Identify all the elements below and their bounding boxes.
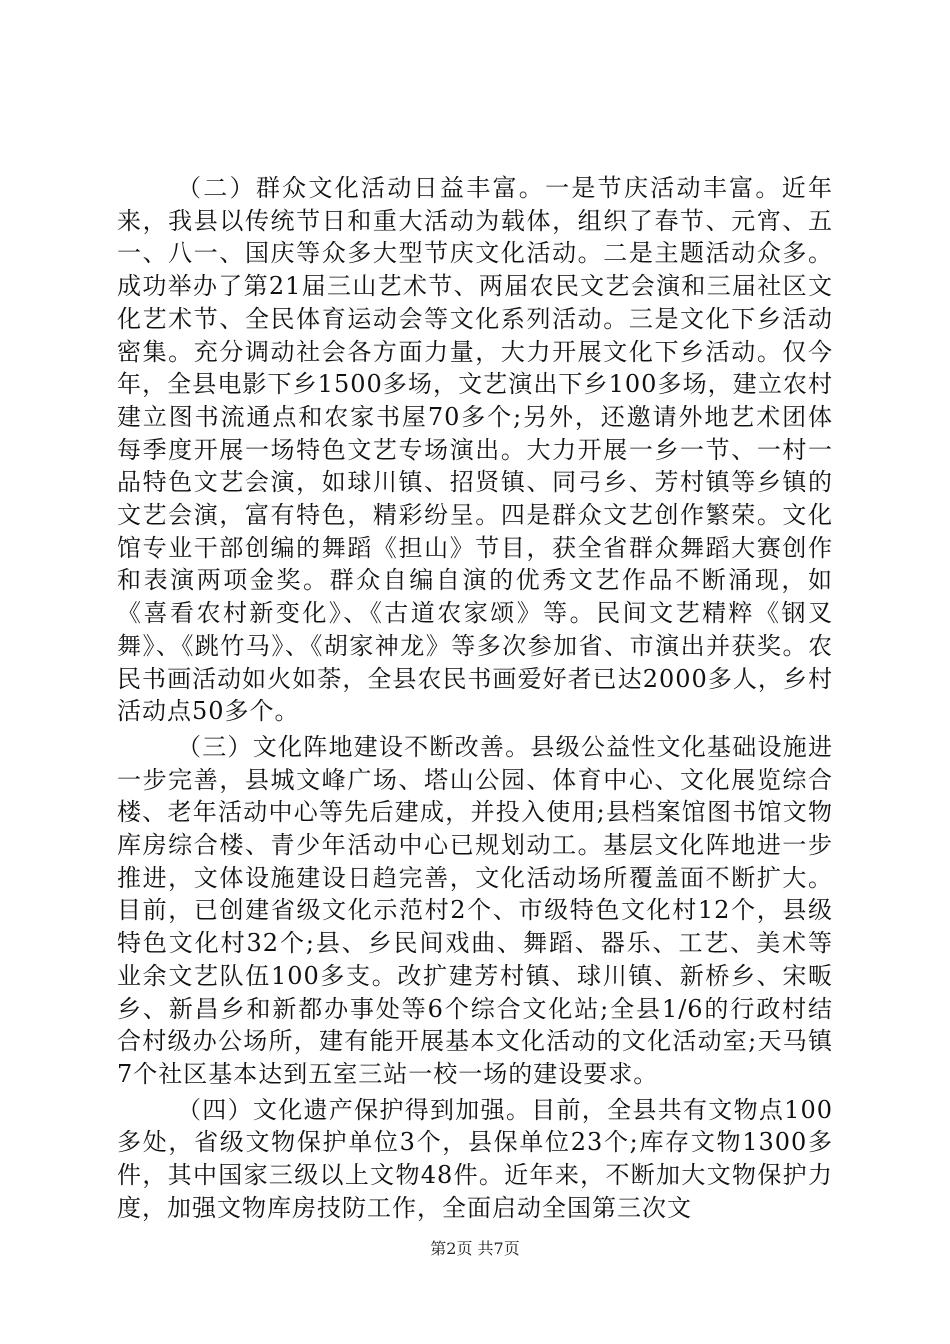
paragraph-mass-culture-activities: （二）群众文化活动日益丰富。一是节庆活动丰富。近年来，我县以传统节日和重大活动为载体，组织了春节、元宵、五一、八一、国庆等众多大型节庆文化活动。二是主题活动众多。成功举办了第21届三山艺术节、两届农民文艺会演和三届社区文化艺术节、全民体育运动会等文化系列活动。三是文化下乡活动密集。充分调动社会各方面力量，大力开展文化下乡活动。仅今年，全县电影下乡1500多场，文艺演出下乡100多场，建立农村建立图书流通点和农家书屋70多个;另外，还邀请外地艺术团体每季度开展一场特色文艺专场演出。大力开展一乡一节、一村一品特色文艺会演，如球川镇、招贤镇、同弓乡、芳村镇等乡镇的文艺会演，富有特色，精彩纷呈。四是群众文艺创作繁荣。文化馆专业干部创编的舞蹈《担山》节目，获全省群众舞蹈大赛创作和表演两项金奖。群众自编自演的优秀文艺作品不断涌现，如《喜看农村新变化》、《古道农家颂》等。民间文艺精粹《钢叉舞》、《跳竹马》、《胡家神龙》等多次参加省、市演出并获奖。农民书画活动如火如荼，全县农民书画爱好者已达2000多人，乡村活动点50多个。	[117, 174, 833, 726]
paragraph-cultural-heritage: （四）文化遗产保护得到加强。目前，全县共有文物点100多处，省级文物保护单位3个，县保单位23个;库存文物1300多件，其中国家三级以上文物48件。近年来，不断加大文物保护力度，加强文物库房技防工作，全面启动全国第三次文	[117, 1095, 833, 1222]
document-body	[117, 172, 833, 1225]
page-number-footer: 第2页 共7页	[430, 1239, 520, 1258]
paragraph-culture-facilities: （三）文化阵地建设不断改善。县级公益性文化基础设施进一步完善，县城文峰广场、塔山公园、体育中心、文化展览综合楼、老年活动中心等先后建成，并投入使用;县档案馆图书馆文物库房综合楼、青少年活动中心已规划动工。基层文化阵地进一步推进，文体设施建设日趋完善，文化活动场所覆盖面不断扩大。目前，已创建省级文化示范村2个、市级特色文化村12个，县级特色文化村32个;县、乡民间戏曲、舞蹈、器乐、工艺、美术等业余文艺队伍100多支。改扩建芳村镇、球川镇、新桥乡、宋畈乡、新昌乡和新都办事处等6个综合文化站;全县1/6的行政村结合村级办公场所，建有能开展基本文化活动的文化活动室;天马镇7个社区基本达到五室三站一校一场的建设要求。	[117, 732, 833, 1088]
